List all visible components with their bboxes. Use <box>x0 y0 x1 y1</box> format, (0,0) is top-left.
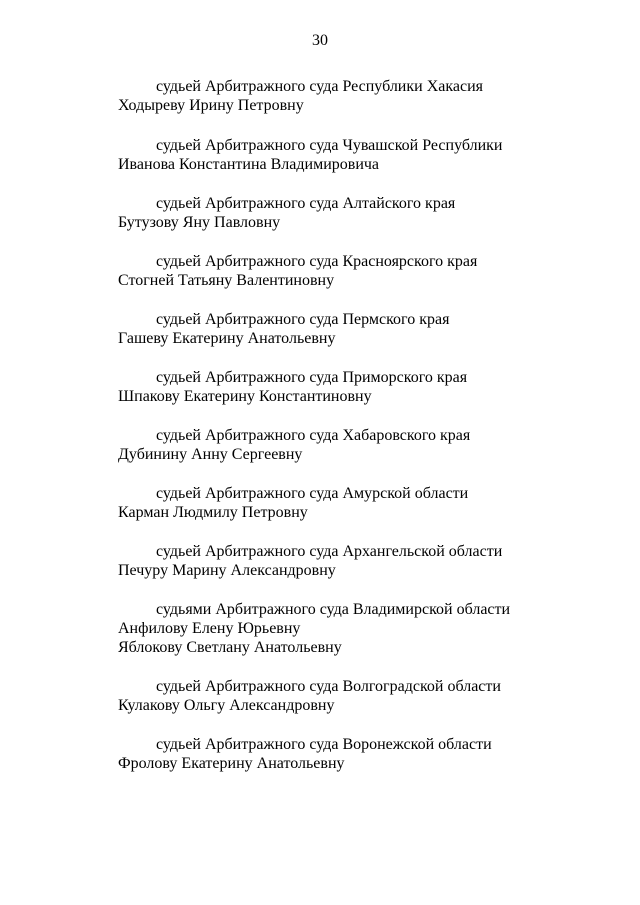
court-line: судьей Арбитражного суда Чувашской Республики <box>156 137 503 154</box>
court-line: судьей Арбитражного суда Республики Хакасия <box>156 78 484 95</box>
appointment-entry <box>118 194 578 232</box>
court-line: судьей Арбитражного суда Красноярского края <box>156 253 478 270</box>
appointment-entry <box>118 735 578 773</box>
judge-name: Карман Людмилу Петровну <box>118 504 308 521</box>
judge-name: Яблокову Светлану Анатольевну <box>118 639 342 656</box>
court-line: судьей Арбитражного суда Алтайского края <box>156 195 456 212</box>
judge-name: Стогней Татьяну Валентиновну <box>118 272 335 289</box>
appointment-entry <box>118 484 578 522</box>
judge-name: Гашеву Екатерину Анатольевну <box>118 330 336 347</box>
court-line: судьей Арбитражного суда Пермского края <box>156 311 450 328</box>
court-line: судьями Арбитражного суда Владимирской области <box>156 601 511 618</box>
judge-name: Дубинину Анну Сергеевну <box>118 446 303 463</box>
court-line: судьей Арбитражного суда Приморского края <box>156 369 468 386</box>
appointment-entry <box>118 368 578 406</box>
judge-name: Бутузову Яну Павловну <box>118 214 281 231</box>
judge-name: Ходыреву Ирину Петровну <box>118 97 304 114</box>
appointment-entry <box>118 252 578 290</box>
court-line: судьей Арбитражного суда Архангельской области <box>156 543 503 560</box>
appointment-entry <box>118 136 578 174</box>
appointment-entry <box>118 600 578 657</box>
court-line: судьей Арбитражного суда Хабаровского края <box>156 427 471 444</box>
appointment-entry <box>118 77 578 115</box>
judge-name: Шпакову Екатерину Константиновну <box>118 388 372 405</box>
court-line: судьей Арбитражного суда Амурской области <box>156 485 469 502</box>
judge-name: Иванова Константина Владимировича <box>118 156 380 173</box>
judge-name: Печуру Марину Александровну <box>118 562 336 579</box>
appointment-entry <box>118 310 578 348</box>
judge-name: Анфилову Елену Юрьевну <box>118 620 301 637</box>
appointment-entry <box>118 677 578 715</box>
court-line: судьей Арбитражного суда Волгоградской области <box>156 678 501 695</box>
judge-name: Кулакову Ольгу Александровну <box>118 697 335 714</box>
appointment-entry <box>118 426 578 464</box>
judge-name: Фролову Екатерину Анатольевну <box>118 755 345 772</box>
court-line: судьей Арбитражного суда Воронежской области <box>156 736 492 753</box>
appointment-entry <box>118 542 578 580</box>
page-number: 30 <box>312 32 328 49</box>
